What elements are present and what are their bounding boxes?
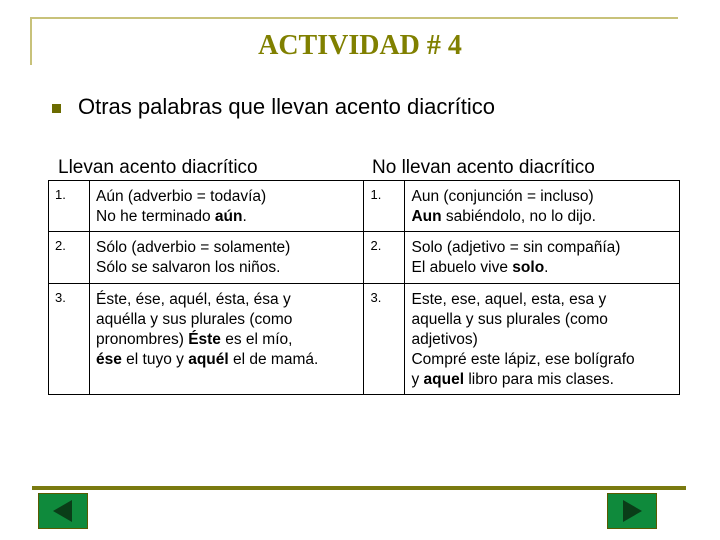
bold-word: ése xyxy=(96,350,122,368)
cell-line: No he terminado aún. xyxy=(96,208,247,226)
accent-table xyxy=(48,180,680,395)
cell-left xyxy=(90,232,364,283)
cell-line: Aun (conjunción = incluso) xyxy=(411,188,594,205)
cell-right xyxy=(405,181,680,232)
cell-line: Éste, ése, aquél, ésta, ésa y xyxy=(96,290,291,308)
row-number-left: 2. xyxy=(49,232,90,283)
table-row xyxy=(49,181,680,232)
frame-top-line xyxy=(30,17,678,19)
cell-right xyxy=(405,232,680,283)
bold-word: aquél xyxy=(188,350,229,368)
row-number-left: 1. xyxy=(49,181,90,232)
cell-line: Compré este lápiz, ese bolígrafo xyxy=(411,350,635,368)
bottom-bar xyxy=(32,486,686,490)
bold-word: aquel xyxy=(423,371,465,389)
left-column-header: Llevan acento diacrítico xyxy=(58,157,258,178)
cell-line: aquélla y sus plurales (como xyxy=(96,310,293,328)
previous-slide-button[interactable] xyxy=(38,493,88,529)
cell-right xyxy=(405,283,680,395)
cell-line: Aún (adverbio = todavía) xyxy=(96,188,267,205)
cell-left xyxy=(90,283,364,395)
row-number-right: 1. xyxy=(364,181,405,232)
bold-word: solo xyxy=(512,259,545,277)
row-number-right: 3. xyxy=(364,283,405,395)
bold-word: aún xyxy=(214,208,243,226)
bold-word: Éste xyxy=(188,330,221,348)
cell-line: Solo (adjetivo = sin compañía) xyxy=(411,239,621,257)
table-row xyxy=(49,283,680,395)
cell-line: Aun sabiéndolo, no lo dijo. xyxy=(411,208,596,226)
cell-line: Este, ese, aquel, esta, esa y xyxy=(411,290,607,308)
row-number-left: 3. xyxy=(49,283,90,395)
cell-line: ése el tuyo y aquél el de mamá. xyxy=(96,350,319,368)
next-slide-button[interactable] xyxy=(607,493,657,529)
slide-title: ACTIVIDAD # 4 xyxy=(258,30,462,61)
right-column-header: No llevan acento diacrítico xyxy=(372,157,595,178)
bold-word: Aun xyxy=(411,208,442,226)
cell-line: adjetivos) xyxy=(411,330,478,348)
triangle-left-icon xyxy=(39,494,87,528)
bullet-square-icon xyxy=(52,104,61,113)
cell-line: y aquel libro para mis clases. xyxy=(411,371,614,389)
bullet-text: Otras palabras que llevan acento diacrítico xyxy=(78,94,496,119)
table-row xyxy=(49,232,680,283)
cell-line: El abuelo vive solo. xyxy=(411,259,549,277)
cell-line: aquella y sus plurales (como xyxy=(411,310,608,328)
row-number-right: 2. xyxy=(364,232,405,283)
cell-line: Sólo se salvaron los niños. xyxy=(96,259,281,277)
cell-line: pronombres) Éste es el mío, xyxy=(96,330,293,348)
cell-left xyxy=(90,181,364,232)
cell-line: Sólo (adverbio = solamente) xyxy=(96,239,291,257)
triangle-right-icon xyxy=(608,494,656,528)
